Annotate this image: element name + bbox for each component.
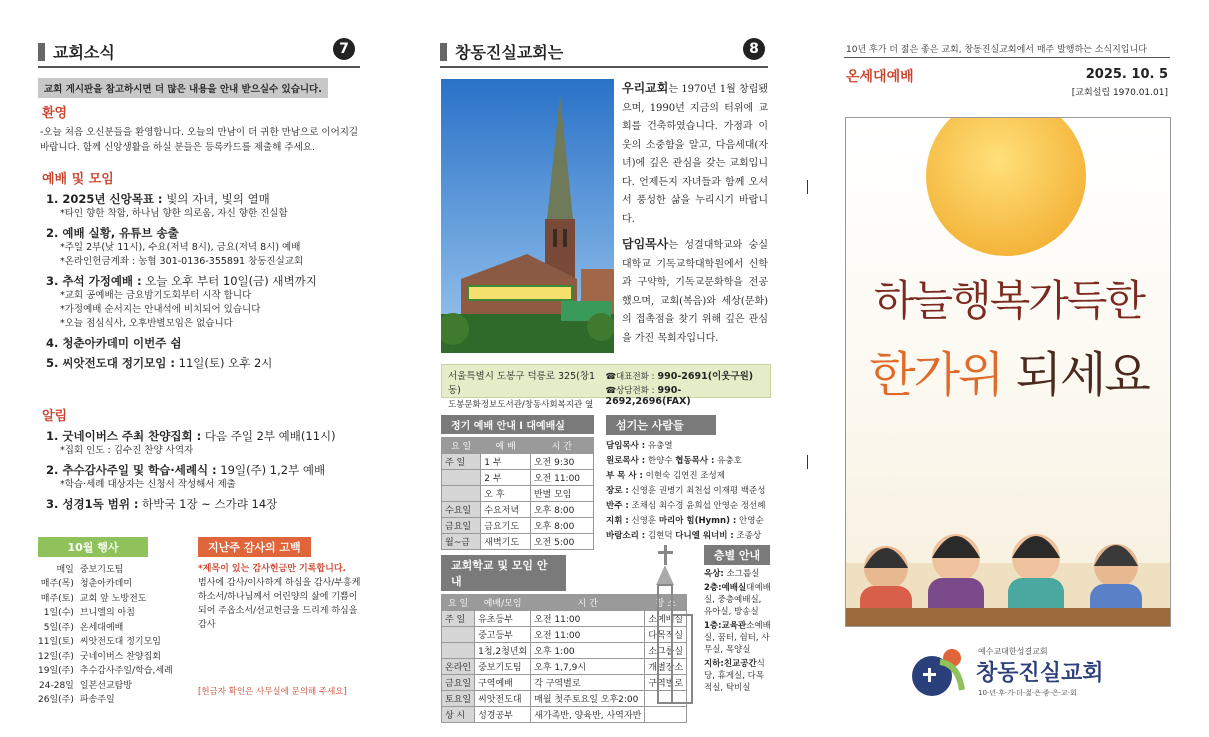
offering-note: *제목이 있는 감사헌금만 기록합니다. <box>198 564 346 574</box>
intro2-text: 는 성결대학교와 숭실대학교 기독교학대학원에서 신학과 구약학, 기독교문화학을 전공했으며, 교회(복음)와 세상(문화)의 접촉점을 찾기 위해 깊은 관심을 가진 목회자입니다. <box>622 240 768 344</box>
event-text: 추수감사주일/학습,세례 <box>79 666 173 677</box>
servant-names: 유충열 <box>645 441 673 451</box>
event-text: 온세대예배 <box>79 622 124 633</box>
welcome-text: -오늘 처음 오신분들을 환영합니다. 오늘의 만남이 더 귀한 만남으로 이어지길 바랍니다. 함께 신앙생활을 하실 분들은 등록카드를 제출해 주세요. <box>40 127 359 153</box>
event-text: 청춘아카데미 <box>79 579 133 590</box>
servant-row <box>606 499 771 514</box>
event-text: 중보기도팀 <box>79 564 124 575</box>
worship-schedule-header-row <box>442 438 594 454</box>
school-schedule-header: 시 간 <box>531 595 645 611</box>
event-date: 5일(주) <box>43 622 74 633</box>
school-schedule-title: 교회학교 및 모임 안내 <box>441 555 566 591</box>
page-number-8: 8 <box>743 38 765 60</box>
servant-row <box>606 514 771 529</box>
offering-text: 범사에 감사/이사하게 하심을 감사/부흥케 하소서/하나님께서 어린양의 삶에 기쁨이 되어 주옵소서/선교헌금을 드리게 하심을 감사 <box>198 578 361 630</box>
alert-title: 알림 <box>40 405 360 424</box>
worship-schedule-row <box>442 502 594 518</box>
alert-item-heading <box>46 462 360 478</box>
servant-role: 반주 : <box>606 501 629 511</box>
event-date: 매일 <box>56 564 74 575</box>
alert-item-heading <box>46 496 360 512</box>
school-schedule-row <box>442 659 687 675</box>
alert-list <box>40 428 360 512</box>
middle-page-title <box>440 40 563 63</box>
page-number-7: 7 <box>333 38 355 60</box>
logo-motto: 10·년·후·가·더·젊·은·좋·은·교·회 <box>978 689 1077 697</box>
event-row <box>38 605 173 620</box>
cross-tower-graphic <box>656 545 696 705</box>
floors-title: 층별 안내 <box>704 545 770 565</box>
cover-founded: [교회설립 1970.01.01] <box>1071 88 1168 98</box>
servant-role: 담임목사 : <box>606 441 646 451</box>
worship-schedule-row <box>442 454 594 470</box>
event-row <box>38 663 173 678</box>
alert-item-detail: 하박국 1장 ~ 스가랴 14장 <box>138 497 278 511</box>
worship-schedule-header: 시 간 <box>530 438 593 454</box>
cover-greeting-hangawi: 한가위 <box>869 347 1003 403</box>
school-schedule-cell: 온라인 <box>442 659 475 675</box>
school-schedule-cell <box>442 643 475 659</box>
school-schedule <box>441 555 684 723</box>
school-schedule-table <box>441 594 687 723</box>
left-page-title-text: 교회소식 <box>53 43 115 62</box>
servants-list <box>606 439 771 544</box>
servant-row <box>606 529 771 544</box>
alert-section <box>40 405 360 512</box>
worship-item-title: 3. 추석 가정예배 : <box>46 274 142 288</box>
intro-text <box>622 79 768 348</box>
worship-schedule-cell: 월~금 <box>442 534 481 550</box>
offering-footer: [헌금자 확인은 사무실에 문의해 주세요] <box>198 687 347 697</box>
worship-item-heading <box>46 355 360 371</box>
servant-role: 협동목사 : <box>675 456 715 466</box>
church-logo <box>910 642 1140 702</box>
intro1-text: 는 1970년 1월 창립됐으며, 1990년 지금의 터위에 교회를 건축하였습니다. 가정과 이웃의 소중함을 알고, 다음세대(자녀)에 깊은 관심을 갖는 교회입니다. 언제든지 자녀들과 함께 오셔서 풍성한 삶을 누리시기 바랍니다. <box>622 84 768 225</box>
worship-schedule-title: 정기 예배 안내 l 대예배실 <box>441 415 594 434</box>
event-row <box>38 692 173 707</box>
servant-names: 신영훈 <box>628 516 659 526</box>
event-date: 매주(토) <box>40 593 74 604</box>
servant-names: 한양수 <box>645 456 676 466</box>
welcome-section <box>40 102 360 155</box>
event-row <box>38 576 173 591</box>
welcome-title: 환영 <box>40 102 360 121</box>
worship-item-heading <box>46 191 360 207</box>
worship-title: 예배 및 모임 <box>40 168 360 187</box>
school-schedule-cell: 소예배실 <box>645 611 687 627</box>
event-text: 교회 앞 노방전도 <box>79 593 147 604</box>
servant-names: 유충호 <box>714 456 742 466</box>
school-schedule-header-row <box>442 595 687 611</box>
worship-item-heading <box>46 225 360 241</box>
school-schedule-cell: 새가족반, 양육반, 사역자반 <box>531 707 645 723</box>
worship-item-sub: *온라인헌금계좌 : 농협 301-0136-355891 창동진실교회 <box>60 256 304 267</box>
church-building-image <box>441 79 614 353</box>
school-schedule-cell: 금요일 <box>442 675 475 691</box>
event-date: 12일(주) <box>38 651 74 662</box>
event-text: 일본선교탐방 <box>79 680 133 691</box>
floor-rooms: 식당, 휴게실, 다목적실, 탁비실 <box>704 659 765 693</box>
alert-item-detail: 19일(주) 1,2부 예배 <box>216 463 326 477</box>
event-row <box>38 619 173 634</box>
school-schedule-row <box>442 707 687 723</box>
worship-schedule-cell: 수요일 <box>442 502 481 518</box>
worship-item-title: 2. 예배 실황, 유튜브 송출 <box>46 226 179 240</box>
event-row <box>38 634 173 649</box>
school-schedule-cell: 오전 11:00 <box>531 611 645 627</box>
school-schedule-cell: 유초등부 <box>475 611 531 627</box>
contact-box <box>441 364 771 410</box>
servant-role: 원로목사 : <box>606 456 646 466</box>
event-text: 파송주일 <box>79 695 115 706</box>
servant-names: 조채심 최수경 윤희섭 안영순 정선혜 <box>628 501 766 511</box>
worship-schedule-cell: 금요기도 <box>481 518 531 534</box>
worship-schedule-row <box>442 470 594 486</box>
floor-rooms: 소그룹실 <box>723 569 760 579</box>
school-schedule-header: 예배/모임 <box>475 595 531 611</box>
logo-denomination: 예수교대한성결교회 <box>978 647 1048 656</box>
servant-names: 이현숙 김연진 조성제 <box>642 471 725 481</box>
school-schedule-cell: 소그룹실 <box>645 643 687 659</box>
event-text: 브니엘의 아침 <box>79 608 135 619</box>
title-bar <box>440 43 447 61</box>
worship-schedule-header: 요 일 <box>442 438 481 454</box>
school-schedule-row <box>442 611 687 627</box>
floor-name: 지하:친교공간 <box>704 659 757 669</box>
event-date: 24-28일 <box>39 680 74 691</box>
floor-item <box>704 568 772 580</box>
floor-item <box>704 620 772 656</box>
worship-item-sub: *주일 2부(낮 11시), 수요(저녁 8시), 금요(저녁 8시) 예배 <box>60 242 301 253</box>
school-schedule-cell: 오전 11:00 <box>531 627 645 643</box>
event-date: 11일(토) <box>38 637 74 648</box>
phone1-label: ☎대표전화 : <box>605 372 655 382</box>
servant-names: 신영훈 권병기 최천섭 이재평 백준성 <box>628 486 766 496</box>
worship-item-detail: 빛의 자녀, 빛의 열매 <box>162 192 270 206</box>
worship-item-heading <box>46 335 360 351</box>
cover-label: 온세대예배 <box>846 69 914 85</box>
school-schedule-header: 요 일 <box>442 595 475 611</box>
servant-role: 마리아 힘(Hymn) : <box>658 516 737 526</box>
school-schedule-cell: 구역별로 <box>645 675 687 691</box>
worship-item-title: 4. 청춘아카데미 이번주 쉼 <box>46 336 182 350</box>
worship-schedule-table <box>441 437 594 550</box>
worship-schedule-row <box>442 486 594 502</box>
intro1-bold: 우리교회 <box>622 81 669 95</box>
phone1-value: 990-2691(이웃구원) <box>657 371 754 382</box>
floor-item <box>704 582 772 618</box>
servant-names: 김현덕 <box>645 531 676 541</box>
worship-schedule-cell: 수요저녁 <box>481 502 531 518</box>
worship-item-title: 1. 2025년 신앙목표 : <box>46 192 163 206</box>
worship-schedule-row <box>442 518 594 534</box>
worship-schedule-cell: 오전 11:00 <box>530 470 593 486</box>
offering-title: 지난주 감사의 고백 <box>198 537 311 557</box>
worship-item-sub: *타인 향한 착함, 하나님 향한 의로움, 자신 향한 진실함 <box>60 208 288 219</box>
worship-schedule-cell: 주 일 <box>442 454 481 470</box>
servant-role: 장로 : <box>606 486 629 496</box>
fold-mark <box>807 455 808 469</box>
cover-image <box>845 117 1171 627</box>
church-logo-mark-icon <box>910 642 970 700</box>
alert-item-title: 3. 성경1독 범위 : <box>46 497 139 511</box>
alert-item-sub: *학습·세례 대상자는 신청서 작성해서 제출 <box>60 479 236 490</box>
floor-rooms: 대예배실, 중층예배실, 유아실, 방송실 <box>704 583 771 617</box>
school-schedule-header: 장 소 <box>645 595 687 611</box>
school-schedule-cell: 중보기도팀 <box>475 659 531 675</box>
floor-name: 옥상: <box>704 569 724 579</box>
school-schedule-cell: 다목적실 <box>645 627 687 643</box>
servant-names: 안영순 <box>736 516 764 526</box>
school-schedule-cell: 구역예배 <box>475 675 531 691</box>
school-schedule-cell: 성경공부 <box>475 707 531 723</box>
school-schedule-cell: 오후 1,7,9시 <box>531 659 645 675</box>
floors-box <box>704 545 772 696</box>
floor-name: 1층:교육관 <box>704 621 747 631</box>
events-table <box>38 561 173 706</box>
servant-role: 지휘 : <box>606 516 629 526</box>
worship-schedule-cell: 오전 9:30 <box>530 454 593 470</box>
events-title: 10월 행사 <box>38 537 148 557</box>
worship-schedule-cell: 반별 모임 <box>530 486 593 502</box>
school-schedule-cell: 토요일 <box>442 691 475 707</box>
cover-tagline: 10년 후가 더 젊은 좋은 교회, 창동진실교회에서 매주 발행하는 소식지입니다 <box>846 45 1147 55</box>
worship-schedule-cell: 2 부 <box>481 470 531 486</box>
school-schedule-cell: 중고등부 <box>475 627 531 643</box>
worship-schedule-cell: 오 후 <box>481 486 531 502</box>
school-schedule-cell: 상 시 <box>442 707 475 723</box>
worship-schedule-cell: 오전 5:00 <box>530 534 593 550</box>
event-row <box>38 677 173 692</box>
event-row <box>38 561 173 576</box>
school-schedule-cell: 오후 1:00 <box>531 643 645 659</box>
worship-section <box>40 168 360 371</box>
worship-schedule <box>441 415 596 550</box>
worship-schedule-cell: 오후 8:00 <box>530 502 593 518</box>
servant-role: 부 목 사 : <box>606 471 643 481</box>
servant-names: 조종상 <box>733 531 762 541</box>
phone2-value: 990-2692,2696(FAX) <box>605 385 691 407</box>
event-text: 굿네이버스 찬양집회 <box>79 651 161 662</box>
school-schedule-cell: 씨앗전도대 <box>475 691 531 707</box>
title-bar <box>38 43 45 61</box>
event-date: 26일(주) <box>38 695 74 706</box>
servant-row <box>606 469 771 484</box>
floor-item <box>704 658 772 694</box>
fold-mark <box>807 180 808 194</box>
event-date: 19일(주) <box>38 666 74 677</box>
address-line2: 도봉문화정보도서관/창동사회복지관 옆 <box>448 400 594 410</box>
event-text: 씨앗전도대 정기모임 <box>79 637 161 648</box>
worship-list <box>40 191 360 371</box>
servant-row <box>606 484 771 499</box>
worship-schedule-cell: 새벽기도 <box>481 534 531 550</box>
school-schedule-row <box>442 691 687 707</box>
intro2-bold: 담임목사 <box>622 237 669 251</box>
school-schedule-cell: 매월 첫주토요일 오후2:00 <box>531 691 645 707</box>
worship-item-sub: *가정예배 순서지는 안내석에 비치되어 있습니다 <box>60 304 261 315</box>
servant-role: 다니엘 워너비 : <box>675 531 734 541</box>
phone2-label: ☎상담전화 : <box>605 386 655 396</box>
servant-row <box>606 454 771 469</box>
event-row <box>38 648 173 663</box>
alert-item-detail: 다음 주일 2부 예배(11시) <box>201 429 336 443</box>
logo-church-name: 창동진실교회 <box>976 661 1104 686</box>
school-schedule-cell <box>645 707 687 723</box>
worship-schedule-cell: 금요일 <box>442 518 481 534</box>
alert-item-title: 2. 추수감사주일 및 학습·세례식 : <box>46 463 217 477</box>
worship-schedule-cell: 1 부 <box>481 454 531 470</box>
worship-schedule-cell <box>442 470 481 486</box>
worship-item-title: 5. 씨앗전도대 정기모임 : <box>46 356 175 370</box>
worship-item-heading <box>46 273 360 289</box>
floors-list <box>704 568 772 694</box>
school-schedule-cell <box>442 627 475 643</box>
worship-schedule-cell: 오후 8:00 <box>530 518 593 534</box>
notice-bar: 교회 게시판을 참고하시면 더 많은 내용을 안내 받으실수 있습니다. <box>38 78 328 98</box>
offering-box <box>198 537 363 697</box>
school-schedule-cell: 각 구역별로 <box>531 675 645 691</box>
middle-title-rule <box>440 66 768 68</box>
events-box <box>38 537 188 706</box>
school-schedule-row <box>442 627 687 643</box>
worship-schedule-header: 예 배 <box>481 438 531 454</box>
floor-rooms: 소예배실, 꿈터, 쉼터, 사무실, 목양실 <box>704 621 771 655</box>
worship-item-sub: *교회 공예배는 금요밤기도회부터 시작 합니다 <box>60 290 252 301</box>
servants-box <box>606 415 771 544</box>
worship-item-detail: 11일(토) 오후 2시 <box>174 356 273 370</box>
alert-item-heading <box>46 428 360 444</box>
cover-date: 2025. 10. 5 <box>1085 67 1168 82</box>
school-schedule-row <box>442 643 687 659</box>
church-photo <box>441 79 614 353</box>
event-date: 매주(목) <box>40 579 74 590</box>
servant-row <box>606 439 771 454</box>
worship-item-detail: 오늘 오후 부터 10일(금) 새벽까지 <box>141 274 317 288</box>
school-schedule-cell: 1청,2청년회 <box>475 643 531 659</box>
worship-item-sub: *오늘 점심식사, 오후반별모임은 없습니다 <box>60 318 233 329</box>
worship-schedule-cell <box>442 486 481 502</box>
alert-item-sub: *집회 인도 : 김수진 찬양 사역자 <box>60 445 194 456</box>
address-line1: 서울특별시 도봉구 덕릉로 325(창1동) <box>448 371 596 396</box>
left-page-title <box>38 40 115 63</box>
cover-tagline-rule <box>844 57 1170 58</box>
cover-greeting-line1: 하늘행복가득한 <box>873 276 1144 325</box>
floor-name: 2층:예배실 <box>704 583 747 593</box>
cover-greeting-line2: 되세요 <box>1002 347 1149 403</box>
school-schedule-cell: 개별장소 <box>645 659 687 675</box>
school-schedule-cell: 주 일 <box>442 611 475 627</box>
servants-title: 섬기는 사람들 <box>606 415 716 435</box>
event-row <box>38 590 173 605</box>
servant-role: 바람소리 : <box>606 531 646 541</box>
worship-schedule-row <box>442 534 594 550</box>
middle-page-title-text: 창동진실교회는 <box>455 43 564 62</box>
left-title-rule <box>38 66 360 68</box>
event-date: 1일(수) <box>43 608 74 619</box>
school-schedule-row <box>442 675 687 691</box>
alert-item-title: 1. 굿네이버스 주최 찬양집회 : <box>46 429 202 443</box>
